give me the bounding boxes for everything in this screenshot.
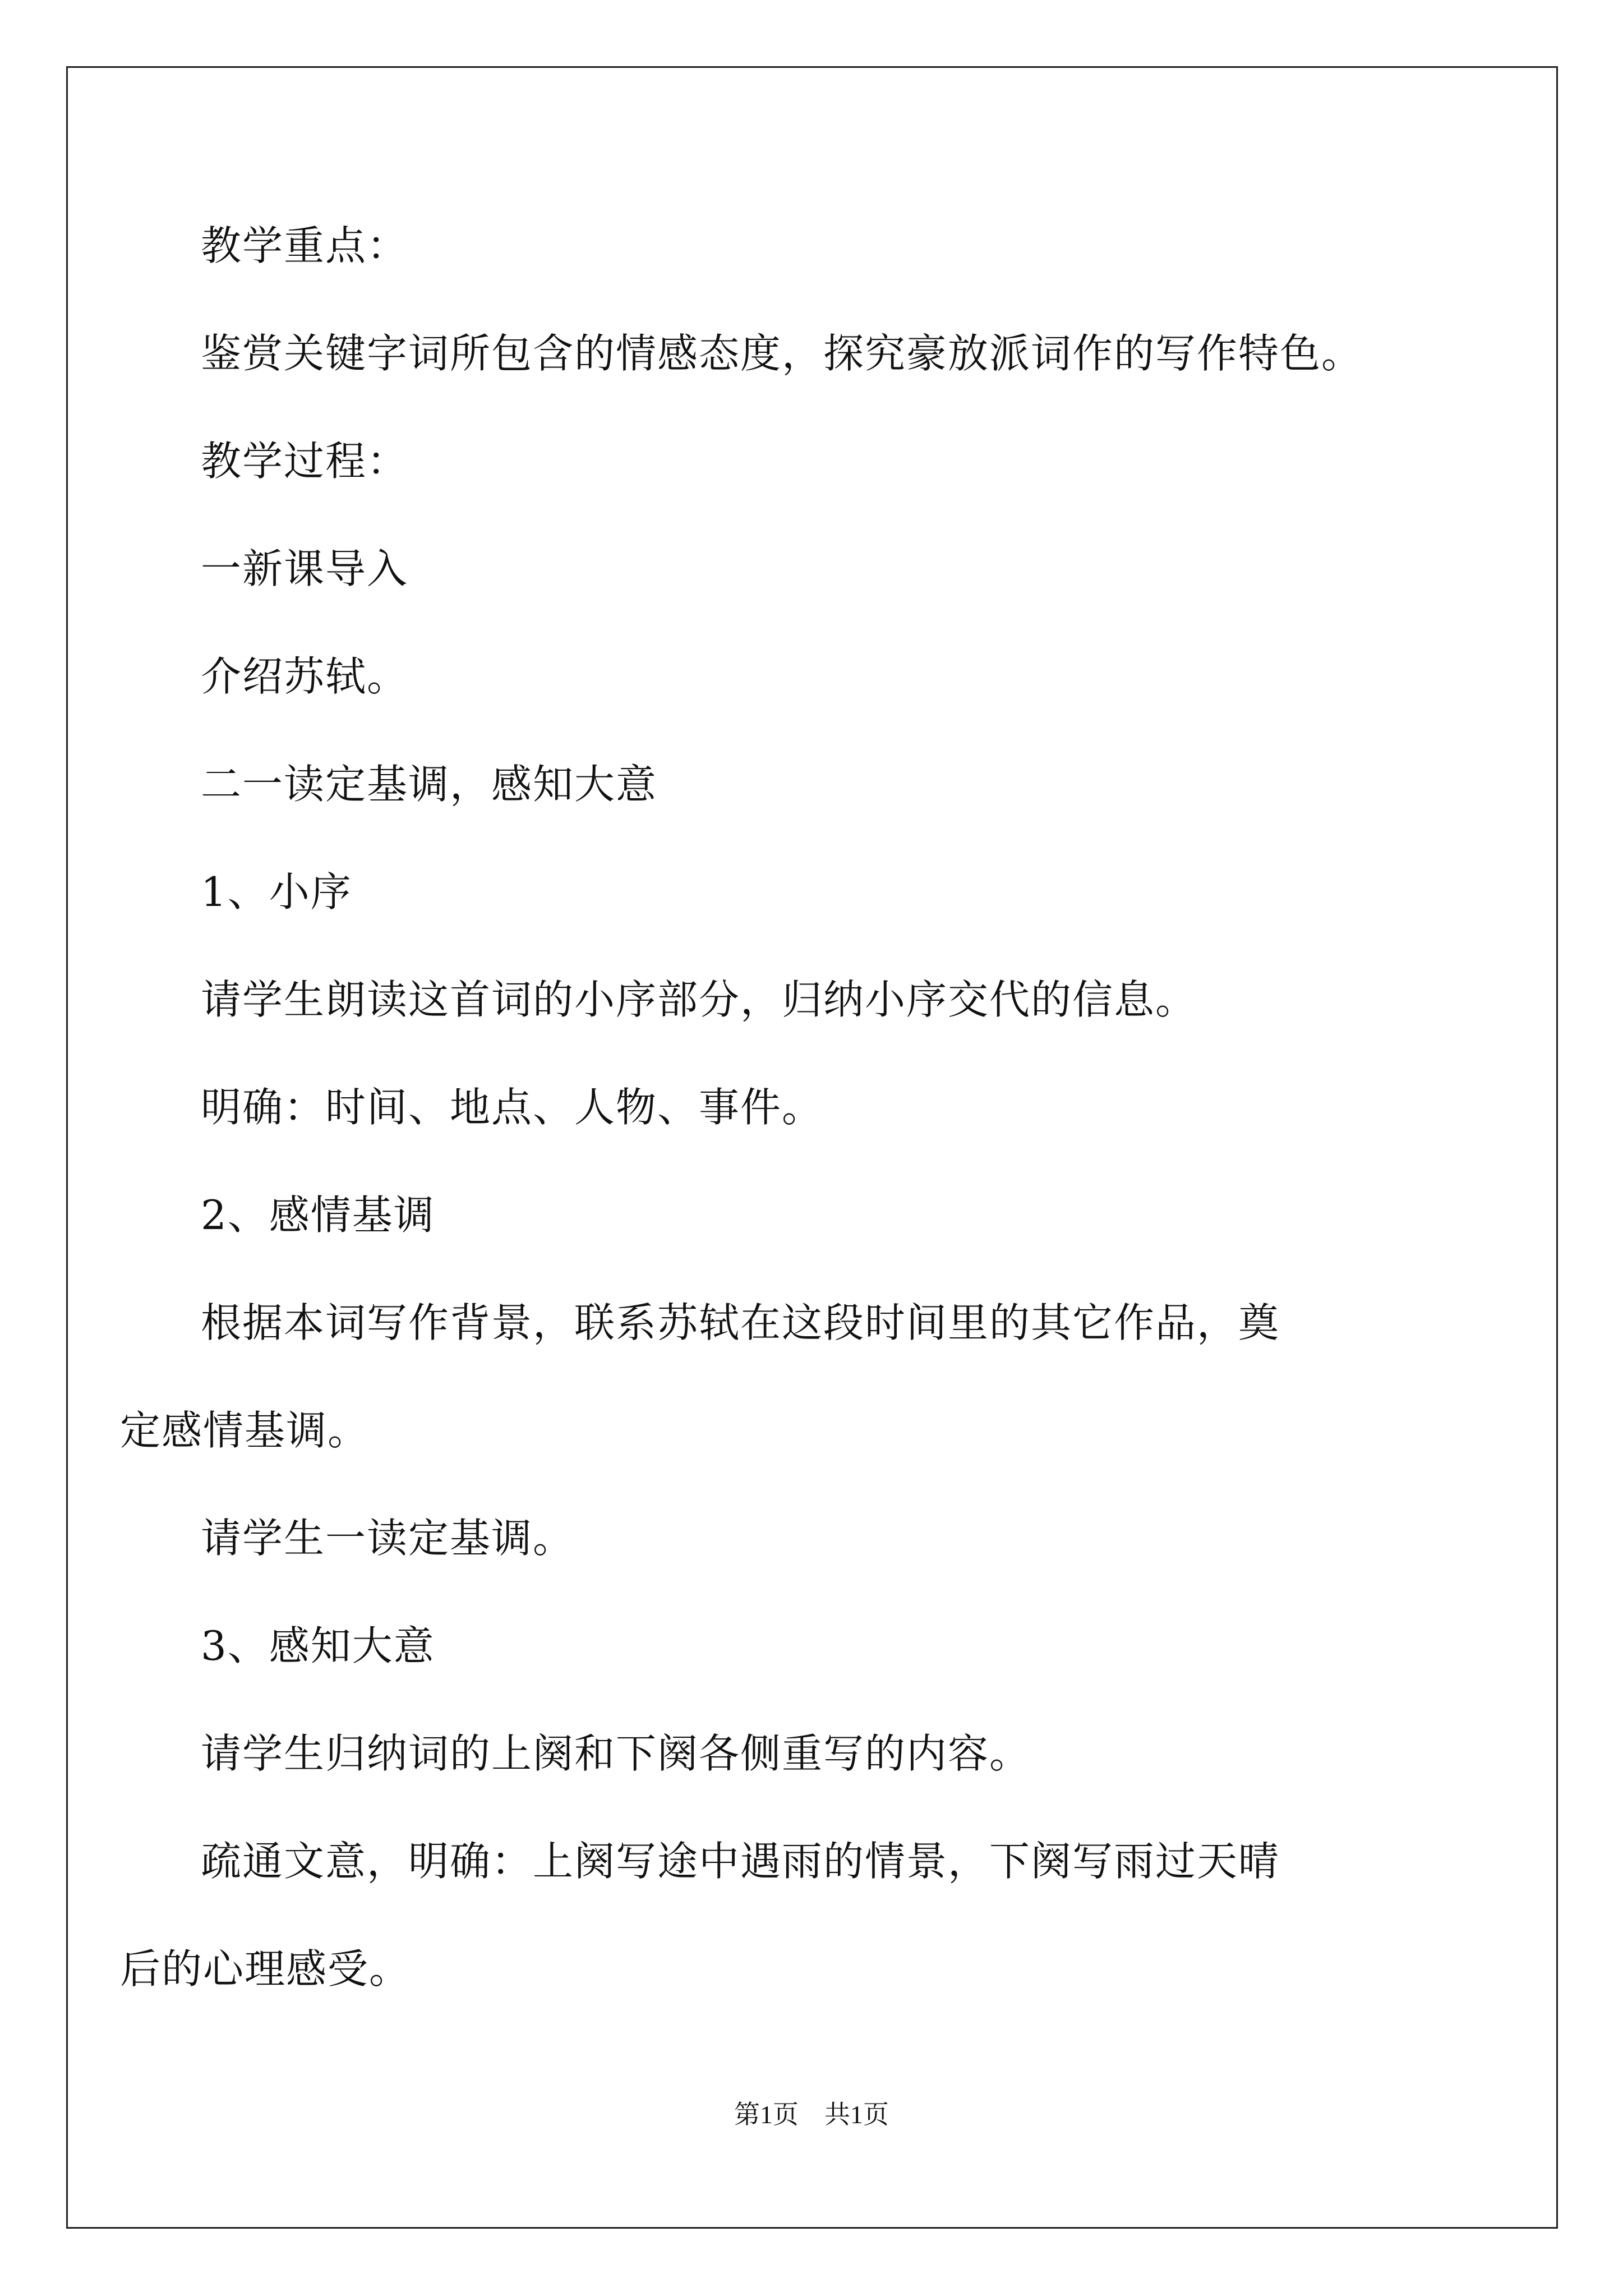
paragraph-background: 根据本词写作背景，联系苏轼在这段时间里的其它作品，奠定感情基调。 bbox=[120, 1299, 1280, 1454]
paragraph-clarify-meaning: 疏通文意，明确：上阕写途中遇雨的情景，下阕写雨过天晴后的心理感受。 bbox=[120, 1838, 1280, 1993]
paragraph-teaching-process-heading: 教学过程： bbox=[201, 438, 409, 485]
paragraph-item-1: 1、小序 bbox=[201, 868, 352, 915]
paragraph-teaching-focus-heading: 教学重点： bbox=[201, 222, 409, 269]
paragraph-item-3: 3、感知大意 bbox=[201, 1622, 435, 1669]
document-body bbox=[120, 219, 1435, 2077]
paragraph-section-one: 一新课导入 bbox=[201, 545, 409, 592]
paragraph-introduce-author: 介绍苏轼。 bbox=[201, 653, 409, 700]
paragraph-teaching-focus: 鉴赏关键字词所包含的情感态度，探究豪放派词作的写作特色。 bbox=[201, 330, 1363, 377]
paragraph-read-tone: 请学生一读定基调。 bbox=[201, 1515, 575, 1562]
paragraph-read-preface: 请学生朗读这首词的小序部分，归纳小序交代的信息。 bbox=[201, 976, 1197, 1023]
paragraph-clarify-preface: 明确：时间、地点、人物、事件。 bbox=[201, 1084, 824, 1131]
page-footer: 第1页 共1页 bbox=[734, 2100, 889, 2129]
paragraph-summarize-stanzas: 请学生归纳词的上阕和下阕各侧重写的内容。 bbox=[201, 1730, 1031, 1777]
paragraph-item-2: 2、感情基调 bbox=[201, 1191, 435, 1239]
paragraph-section-two: 二一读定基调，感知大意 bbox=[201, 761, 658, 808]
